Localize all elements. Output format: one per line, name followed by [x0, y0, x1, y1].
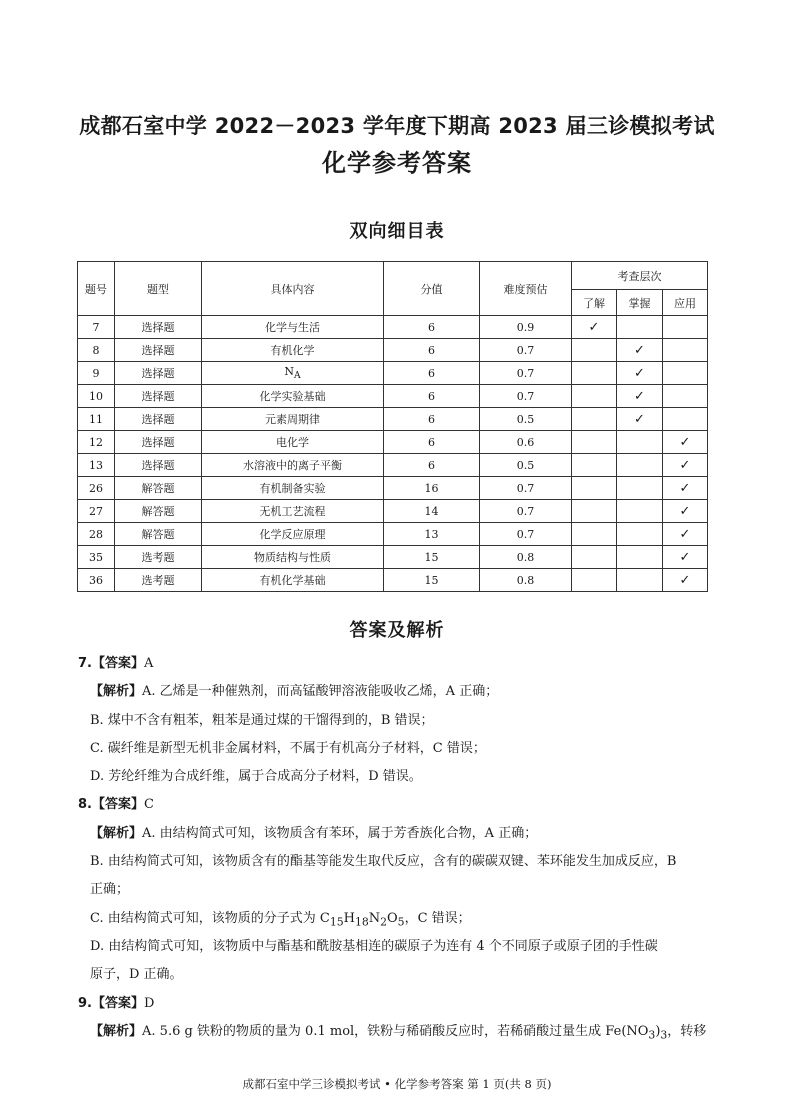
cell-difficulty: 0.5 — [480, 408, 572, 431]
col-header-level-group: 考查层次 — [572, 262, 708, 290]
cell-difficulty: 0.7 — [480, 500, 572, 523]
cell-type: 选择题 — [115, 385, 202, 408]
cell-type: 解答题 — [115, 500, 202, 523]
cell-difficulty: 0.6 — [480, 431, 572, 454]
cell-difficulty: 0.7 — [480, 385, 572, 408]
cell-score: 15 — [384, 569, 480, 592]
check-mark-icon: ✓ — [679, 480, 691, 496]
cell-score: 6 — [384, 339, 480, 362]
cell-difficulty: 0.7 — [480, 339, 572, 362]
cell-level-1 — [572, 385, 617, 408]
cell-score: 14 — [384, 500, 480, 523]
table-row — [78, 569, 708, 592]
check-mark-icon: ✓ — [679, 549, 691, 565]
check-mark-icon: ✓ — [679, 503, 691, 519]
two-way-spec-table — [77, 261, 708, 592]
cell-content: 有机制备实验 — [202, 477, 384, 500]
question-9-explain-a: 【解析】A. 5.6 g 铁粉的物质的量为 0.1 mol，铁粉与稀硝酸反应时，若稀硝酸过量生成 $Fe(NO_3)_3$，转移 — [90, 1023, 707, 1042]
question-7-explain-d: D. 芳纶纤维为合成纤维，属于合成高分子材料，D 错误。 — [90, 769, 422, 785]
table-body — [78, 316, 708, 592]
cell-level-1 — [572, 500, 617, 523]
cell-num: 13 — [78, 454, 115, 477]
cell-level-1 — [572, 546, 617, 569]
cell-level-3 — [663, 500, 708, 523]
cell-type: 选择题 — [115, 339, 202, 362]
check-mark-icon: ✓ — [679, 434, 691, 450]
cell-level-3 — [663, 569, 708, 592]
col-header-level-2: 掌握 — [617, 290, 663, 316]
cell-level-2 — [617, 385, 663, 408]
table-title: 双向细目表 — [349, 221, 445, 242]
check-mark-icon: ✓ — [679, 526, 691, 542]
table-row — [78, 316, 708, 339]
cell-content: 电化学 — [202, 431, 384, 454]
table-row — [78, 500, 708, 523]
cell-type: 选择题 — [115, 431, 202, 454]
cell-score: 6 — [384, 431, 480, 454]
check-mark-icon: ✓ — [634, 411, 645, 427]
document-subtitle: 化学参考答案 — [322, 149, 472, 177]
question-8-explain-c: C. 由结构简式可知，该物质的分子式为 $C_{15}H_{18}N_2O_5$，C 错误； — [90, 910, 471, 929]
cell-level-1 — [572, 339, 617, 362]
check-mark-icon: ✓ — [634, 388, 645, 404]
check-mark-icon: ✓ — [634, 365, 645, 381]
cell-level-3 — [663, 477, 708, 500]
cell-level-3 — [663, 523, 708, 546]
cell-num: 8 — [78, 339, 115, 362]
cell-level-2 — [617, 431, 663, 454]
cell-score: 15 — [384, 546, 480, 569]
cell-level-2 — [617, 546, 663, 569]
cell-level-2 — [617, 500, 663, 523]
cell-level-2 — [617, 523, 663, 546]
cell-content: 有机化学基础 — [202, 569, 384, 592]
document-title: 成都石室中学 2022－2023 学年度下期高 2023 届三诊模拟考试 — [79, 114, 715, 138]
col-header-level-3: 应用 — [663, 290, 708, 316]
cell-level-1 — [572, 523, 617, 546]
cell-level-2 — [617, 339, 663, 362]
table-row — [78, 523, 708, 546]
col-header-content: 具体内容 — [202, 262, 384, 316]
question-7-explain-c: C. 碳纤维是新型无机非金属材料，不属于有机高分子材料，C 错误； — [90, 740, 486, 756]
cell-score: 13 — [384, 523, 480, 546]
cell-level-1 — [572, 569, 617, 592]
answers-body — [78, 650, 728, 1046]
cell-type: 选考题 — [115, 569, 202, 592]
cell-level-2 — [617, 569, 663, 592]
question-8-explain-b-cont: 正确； — [90, 882, 130, 898]
cell-level-1 — [572, 408, 617, 431]
question-8-explain-d: D. 由结构简式可知，该物质中与酯基和酰胺基相连的碳原子为连有 4 个不同原子或原子团的手性碳 — [90, 938, 658, 954]
cell-num: 12 — [78, 431, 115, 454]
cell-level-1 — [572, 477, 617, 500]
col-header-level-1: 了解 — [572, 290, 617, 316]
cell-difficulty: 0.7 — [480, 523, 572, 546]
check-mark-icon: ✓ — [679, 457, 691, 473]
cell-level-1 — [572, 362, 617, 385]
cell-content: 化学反应原理 — [202, 523, 384, 546]
cell-num: 7 — [78, 316, 115, 339]
cell-level-3 — [663, 385, 708, 408]
cell-level-3 — [663, 408, 708, 431]
cell-difficulty: 0.8 — [480, 569, 572, 592]
cell-level-3 — [663, 362, 708, 385]
cell-level-2 — [617, 408, 663, 431]
cell-level-3 — [663, 546, 708, 569]
cell-content: 水溶液中的离子平衡 — [202, 454, 384, 477]
cell-difficulty: 0.7 — [480, 477, 572, 500]
col-header-difficulty: 难度预估 — [480, 262, 572, 316]
question-9-answer: 9.【答案】D — [78, 995, 155, 1011]
cell-score: 6 — [384, 316, 480, 339]
question-7-answer: 7.【答案】A — [78, 656, 154, 671]
cell-level-2 — [617, 477, 663, 500]
table-row — [78, 454, 708, 477]
cell-level-3 — [663, 339, 708, 362]
cell-level-3 — [663, 431, 708, 454]
table-row — [78, 408, 708, 431]
cell-score: 6 — [384, 362, 480, 385]
cell-num: 10 — [78, 385, 115, 408]
cell-num: 9 — [78, 362, 115, 385]
cell-num: 27 — [78, 500, 115, 523]
check-mark-icon: ✓ — [588, 319, 600, 335]
cell-content-subscript: A — [294, 370, 301, 382]
cell-difficulty: 0.5 — [480, 454, 572, 477]
cell-content: 化学实验基础 — [202, 385, 384, 408]
cell-difficulty: 0.7 — [480, 362, 572, 385]
cell-num: 35 — [78, 546, 115, 569]
cell-type: 选择题 — [115, 454, 202, 477]
cell-content: 元素周期律 — [202, 408, 384, 431]
col-header-num: 题号 — [78, 262, 115, 316]
question-8-explain-b: B. 由结构简式可知，该物质含有的酯基等能发生取代反应，含有的碳碳双键、苯环能发生加成反应，B — [90, 854, 677, 870]
cell-level-1 — [572, 454, 617, 477]
cell-score: 16 — [384, 477, 480, 500]
table-row — [78, 339, 708, 362]
cell-difficulty: 0.9 — [480, 316, 572, 339]
col-header-score: 分值 — [384, 262, 480, 316]
cell-num: 26 — [78, 477, 115, 500]
cell-difficulty: 0.8 — [480, 546, 572, 569]
table-row — [78, 431, 708, 454]
check-mark-icon: ✓ — [634, 342, 645, 358]
question-8-explain-d-cont: 原子，D 正确。 — [90, 967, 183, 983]
cell-type: 解答题 — [115, 523, 202, 546]
page-footer: 成都石室中学三诊模拟考试 • 化学参考答案 第 1 页(共 8 页) — [242, 1077, 552, 1091]
cell-num: 11 — [78, 408, 115, 431]
cell-level-1 — [572, 316, 617, 339]
cell-content: 有机化学 — [202, 339, 384, 362]
cell-content — [202, 362, 384, 385]
cell-num: 28 — [78, 523, 115, 546]
cell-score: 6 — [384, 408, 480, 431]
cell-type: 选择题 — [115, 316, 202, 339]
cell-score: 6 — [384, 454, 480, 477]
table-row — [78, 546, 708, 569]
cell-level-2 — [617, 362, 663, 385]
question-8-explain-a: 【解析】A. 由结构简式可知，该物质含有苯环，属于芳香族化合物，A 正确； — [90, 825, 538, 841]
cell-content: 无机工艺流程 — [202, 500, 384, 523]
col-header-type: 题型 — [115, 262, 202, 316]
cell-score: 6 — [384, 385, 480, 408]
table-row — [78, 477, 708, 500]
cell-type: 解答题 — [115, 477, 202, 500]
question-7-explain-a: 【解析】A. 乙烯是一种催熟剂，而高锰酸钾溶液能吸收乙烯，A 正确； — [90, 684, 499, 700]
cell-level-1 — [572, 431, 617, 454]
question-8-answer: 8.【答案】C — [78, 797, 154, 813]
cell-num: 36 — [78, 569, 115, 592]
cell-content: 化学与生活 — [202, 316, 384, 339]
check-mark-icon: ✓ — [679, 572, 691, 588]
cell-level-2 — [617, 454, 663, 477]
cell-content: 物质结构与性质 — [202, 546, 384, 569]
cell-type: 选择题 — [115, 362, 202, 385]
cell-content-text: N — [284, 364, 294, 378]
cell-type: 选考题 — [115, 546, 202, 569]
cell-level-3 — [663, 454, 708, 477]
table-row — [78, 362, 708, 385]
cell-level-2 — [617, 316, 663, 339]
question-7-explain-b: B. 煤中不含有粗苯，粗苯是通过煤的干馏得到的，B 错误； — [90, 712, 434, 728]
cell-level-3 — [663, 316, 708, 339]
cell-type: 选择题 — [115, 408, 202, 431]
answers-title: 答案及解析 — [349, 620, 445, 641]
table-row — [78, 385, 708, 408]
